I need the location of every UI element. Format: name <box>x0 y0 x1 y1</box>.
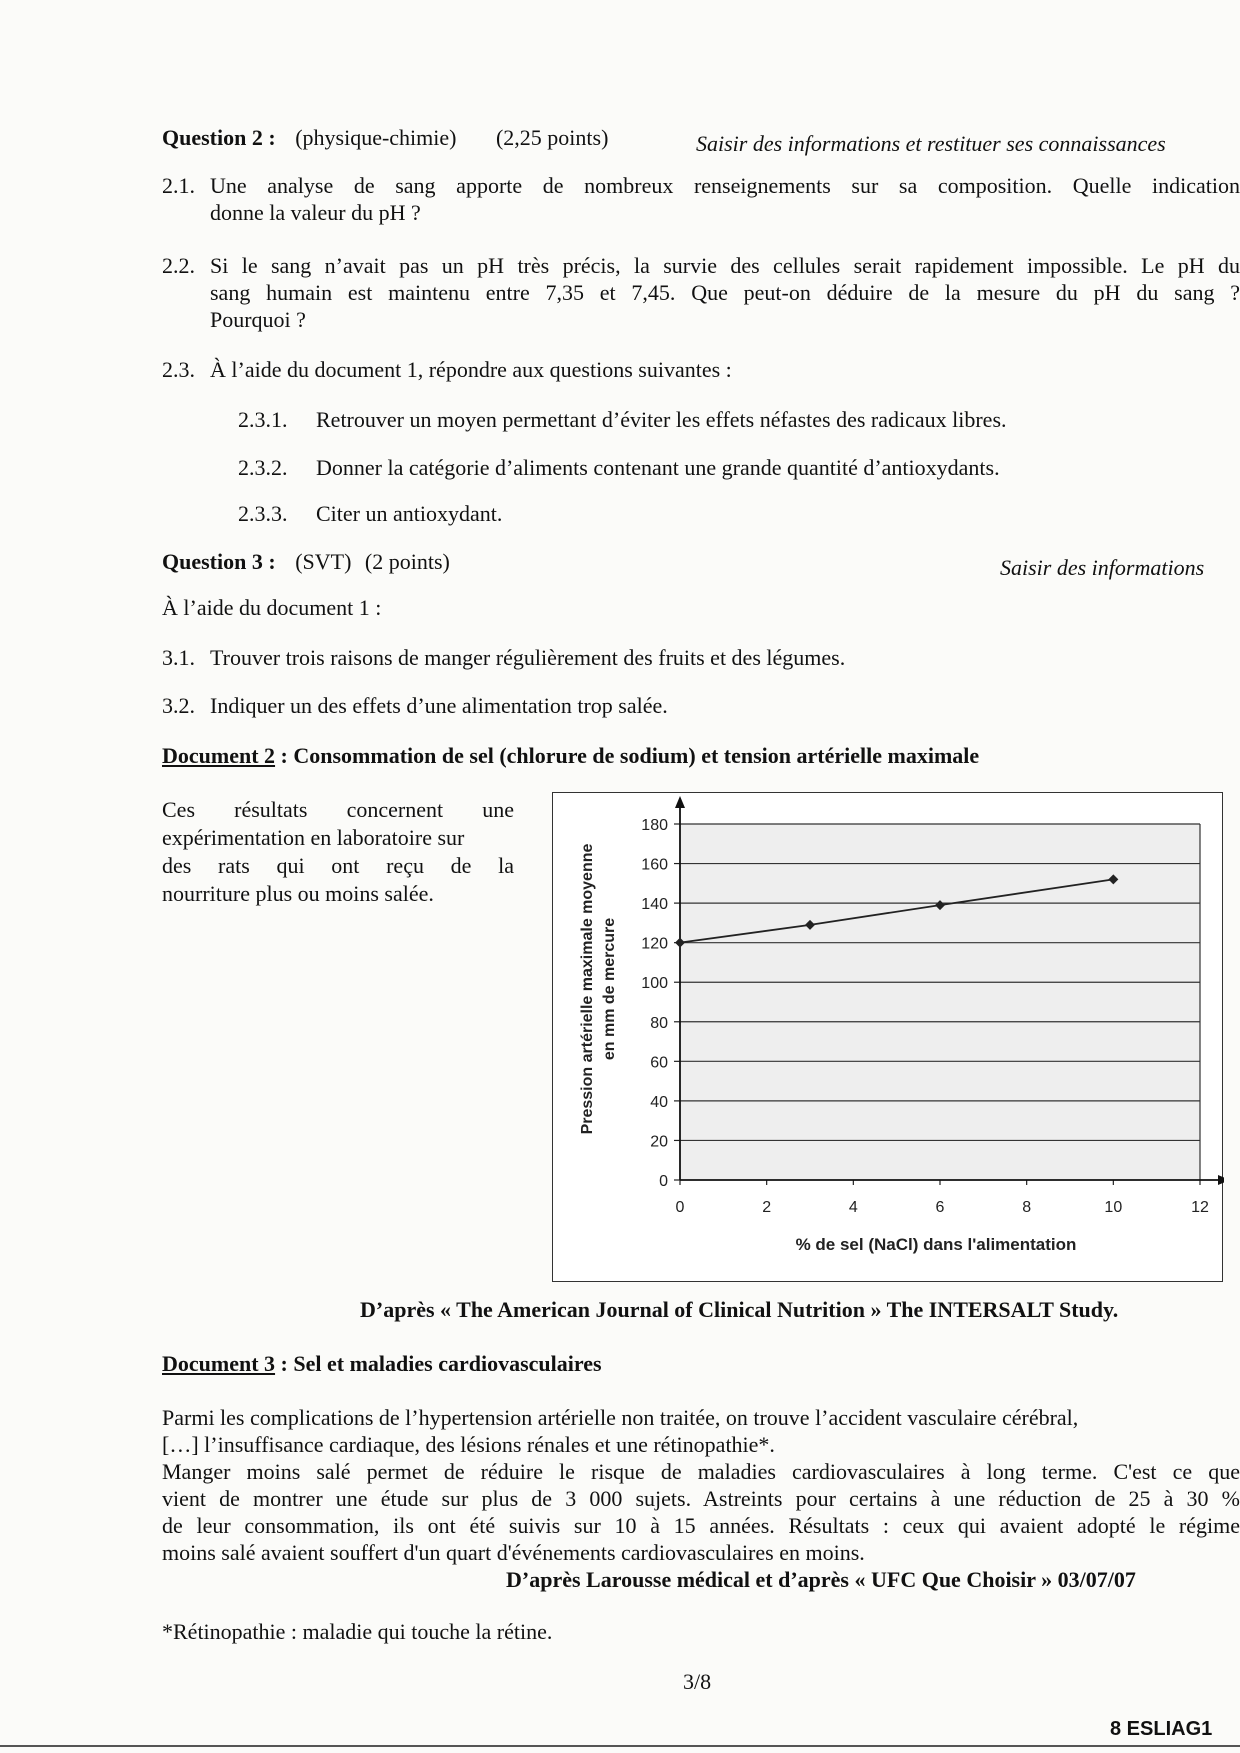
document-2-desc-line4: nourriture plus ou moins salée. <box>162 881 434 906</box>
plot-area <box>680 824 1200 1180</box>
tick-label-y-160: 160 <box>641 856 668 874</box>
chart-y-axis-label-line1: Pression artérielle maximale moyenne <box>579 843 596 1135</box>
document-2-desc-line3: des rats qui ont reçu de la <box>162 853 514 878</box>
item-2-3-3-text: Citer un antioxydant. <box>316 501 503 526</box>
x-axis-arrow <box>1218 1175 1224 1185</box>
item-2-3-text: À l’aide du document 1, répondre aux questions suivantes : <box>210 357 732 382</box>
tick-label-y-60: 60 <box>650 1054 668 1072</box>
footer-rule <box>0 1745 1240 1747</box>
document-3-p2-line4: moins salé avaient souffert d'un quart d'événements cardiovasculaires en moins. <box>162 1540 865 1565</box>
tick-label-y-180: 180 <box>641 817 668 834</box>
tick-label-y-20: 20 <box>650 1133 668 1151</box>
tick-label-y-40: 40 <box>650 1093 668 1111</box>
item-3-2-number: 3.2. <box>162 693 195 718</box>
item-2-3-3-number: 2.3.3. <box>238 501 288 526</box>
tick-label-y-80: 80 <box>650 1014 668 1032</box>
document-2-title: : Consommation de sel (chlorure de sodium) et tension artérielle maximale <box>275 743 980 768</box>
document-2-desc-line1: Ces résultats concernent une <box>162 797 514 822</box>
document-3-p1-line2: […] l’insuffisance cardiaque, des lésions rénales et une rétinopathie*. <box>162 1432 775 1457</box>
tick-label-x-0: 0 <box>675 1199 685 1216</box>
question-2-title: Question 2 : <box>162 125 276 150</box>
item-2-2-line1: Si le sang n’avait pas un pH très précis, la survie des cellules serait rapidement impossible. Le pH du <box>210 253 1240 278</box>
chart-y-axis-label-line2: en mm de mercure <box>601 917 618 1061</box>
item-3-2-text: Indiquer un des effets d’une alimentation trop salée. <box>210 693 668 718</box>
document-2-desc-line2: expérimentation en laboratoire sur <box>162 825 465 850</box>
item-2-3-1-number: 2.3.1. <box>238 407 288 432</box>
tick-label-x-6: 6 <box>935 1199 945 1216</box>
question-2-header <box>162 124 608 151</box>
y-axis-arrow <box>675 796 685 808</box>
document-3-label: Document 3 <box>162 1351 276 1376</box>
item-2-3-2-text: Donner la catégorie d’aliments contenant une grande quantité d’antioxydants. <box>316 455 1000 480</box>
tick-label-x-2: 2 <box>762 1199 772 1216</box>
chart-frame <box>552 792 1223 1282</box>
document-3-footnote: *Rétinopathie : maladie qui touche la rétine. <box>162 1619 553 1644</box>
tick-label-x-4: 4 <box>848 1199 858 1216</box>
tick-label-x-12: 12 <box>1191 1199 1209 1216</box>
tick-label-y-120: 120 <box>641 935 668 953</box>
item-2-3-2-number: 2.3.2. <box>238 455 288 480</box>
question-3-subject: (SVT) <box>295 549 352 574</box>
tick-label-y-140: 140 <box>641 896 668 914</box>
question-3-title: Question 3 : <box>162 549 276 574</box>
document-3-p2-line2: vient de montrer une étude sur plus de 3 000 sujets. Astreints pour certains à une réduction de 25 à 30 % <box>162 1486 1240 1511</box>
item-3-1-text: Trouver trois raisons de manger régulièrement des fruits et des légumes. <box>210 645 846 670</box>
document-3-source: D’après Larousse médical et d’après « UFC Que Choisir » 03/07/07 <box>506 1567 1136 1592</box>
question-3-skill: Saisir des informations <box>1000 555 1205 580</box>
document-2-source: D’après « The American Journal of Clinical Nutrition » The INTERSALT Study. <box>360 1297 1119 1322</box>
item-2-2-line3: Pourquoi ? <box>210 307 306 332</box>
question-2-points: (2,25 points) <box>495 125 609 150</box>
tick-label-y-0: 0 <box>659 1173 668 1190</box>
question-2-subject: (physique-chimie) <box>295 125 457 150</box>
salt-pressure-chart <box>553 793 1224 1283</box>
item-3-1-number: 3.1. <box>162 645 195 670</box>
question-3-header <box>162 548 450 575</box>
chart-grid <box>680 824 1200 1180</box>
document-3-p1-line1: Parmi les complications de l’hypertension artérielle non traitée, on trouve l’accident vasculaire cérébral, <box>162 1405 1079 1430</box>
exam-code: 8 ESLIAG1 <box>1110 1718 1213 1740</box>
item-2-2-number: 2.2. <box>162 253 195 278</box>
document-3-heading <box>162 1350 602 1377</box>
tick-label-y-100: 100 <box>641 975 668 993</box>
item-2-2-line2: sang humain est maintenu entre 7,35 et 7,45. Que peut-on déduire de la mesure du pH du sang ? <box>210 280 1240 305</box>
document-3-p2-line1: Manger moins salé permet de réduire le risque de maladies cardiovasculaires à long terme. C'est ce que <box>162 1459 1240 1484</box>
item-2-3-1-text: Retrouver un moyen permettant d’éviter les effets néfastes des radicaux libres. <box>316 407 1007 432</box>
question-3-points: (2 points) <box>364 549 450 574</box>
tick-label-x-10: 10 <box>1104 1199 1123 1216</box>
item-2-1-line1: Une analyse de sang apporte de nombreux renseignements sur sa composition. Quelle indication <box>210 173 1240 198</box>
document-2-label: Document 2 <box>162 743 276 768</box>
document-3-p2-line3: de leur consommation, ils ont été suivis sur 10 à 15 années. Résultats : ceux qui avaient adopté le régime <box>162 1513 1240 1538</box>
question-3-intro: À l’aide du document 1 : <box>162 595 382 620</box>
item-2-3-number: 2.3. <box>162 357 195 382</box>
question-2-skill: Saisir des informations et restituer ses connaissances <box>696 131 1166 156</box>
document-2-heading <box>162 742 979 769</box>
item-2-1-line2: donne la valeur du pH ? <box>210 200 421 225</box>
tick-label-x-8: 8 <box>1022 1199 1032 1216</box>
page-number: 3/8 <box>683 1669 712 1694</box>
document-3-title: : Sel et maladies cardiovasculaires <box>275 1351 602 1376</box>
item-2-1-number: 2.1. <box>162 173 195 198</box>
chart-x-axis-label: % de sel (NaCl) dans l'alimentation <box>795 1235 1077 1254</box>
